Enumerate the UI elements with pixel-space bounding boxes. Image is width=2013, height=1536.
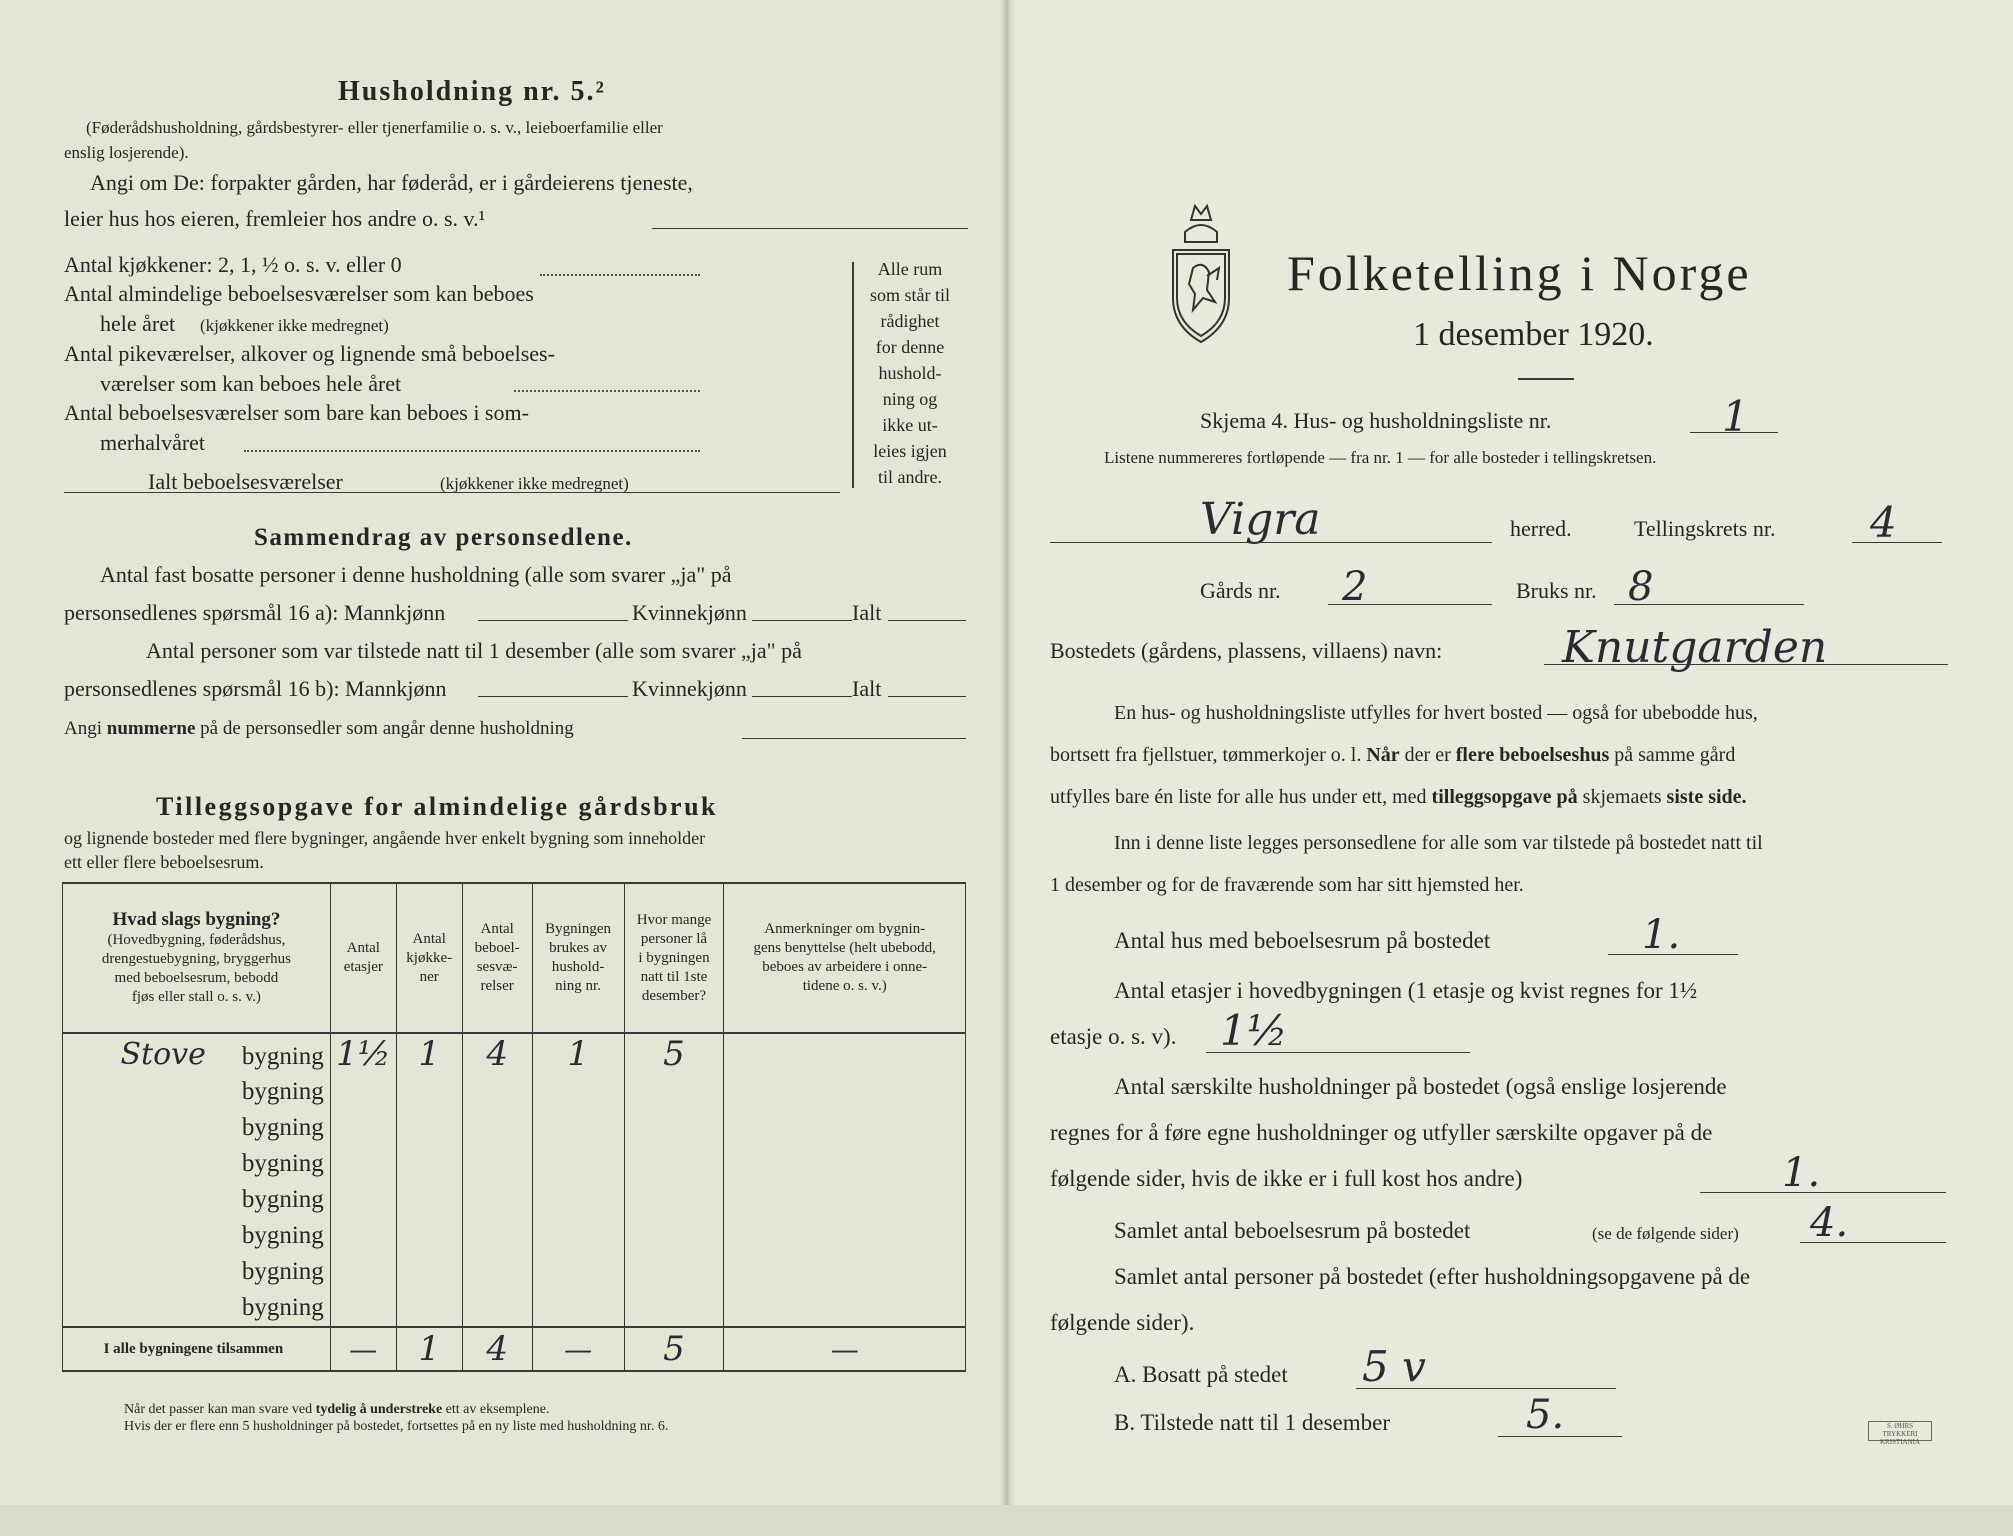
cell-personer bbox=[624, 1290, 724, 1327]
header-line: med beboelsesrum, bebodd bbox=[114, 969, 279, 986]
nummer-line bbox=[64, 718, 574, 740]
building-type-cell bbox=[63, 1110, 331, 1146]
coat-of-arms-icon bbox=[1163, 198, 1239, 348]
tillegg-title: Tilleggsopgave for almindelige gårdsbruk bbox=[156, 792, 719, 821]
header-line: hushold- bbox=[551, 959, 605, 975]
header-line: drengestuebygning, bryggerhus bbox=[101, 950, 291, 967]
brace-note-line: rådighet bbox=[880, 311, 940, 331]
header-line: beboes av arbeidere i onne- bbox=[762, 959, 928, 975]
total-husholdning: — bbox=[532, 1327, 624, 1371]
summary-title: Sammendrag av personsedlene. bbox=[254, 524, 633, 551]
printer-stamp: S. ØHRS TRYKKERI KRISTIANIA bbox=[1868, 1421, 1932, 1441]
tilstede-label: B. Tilstede natt til 1 desember bbox=[1114, 1410, 1390, 1435]
para1-l3-pre: utfylles bare én liste for alle hus under ett, med bbox=[1050, 786, 1427, 808]
rum-note: (se de følgende sider) bbox=[1592, 1224, 1739, 1243]
cell-etasjer: 1½ bbox=[330, 1033, 396, 1074]
gards-label: Gårds nr. bbox=[1200, 578, 1281, 603]
cell-kjokkener bbox=[396, 1110, 462, 1146]
building-type-cell bbox=[63, 1182, 331, 1218]
tilstede-mann-line bbox=[478, 696, 628, 697]
title-rule bbox=[1518, 378, 1574, 380]
header-kjokkener bbox=[396, 883, 462, 1033]
bosatt-label: A. Bosatt på stedet bbox=[1114, 1362, 1288, 1387]
building-label: bygning bbox=[241, 1150, 324, 1177]
cell-kjokkener: 1 bbox=[396, 1033, 462, 1074]
alm-line-2-note: (kjøkkener ikke medregnet) bbox=[200, 316, 389, 335]
pers-line-2: følgende sider). bbox=[1050, 1310, 1195, 1335]
cell-personer bbox=[624, 1254, 724, 1290]
skjema-label: Skjema 4. Hus- og husholdningsliste nr. bbox=[1200, 408, 1552, 433]
cell-etasjer bbox=[330, 1254, 396, 1290]
kjokkener-dots bbox=[540, 274, 700, 276]
brace-note-line: for denne bbox=[875, 337, 945, 357]
tilstede-line bbox=[1498, 1436, 1622, 1437]
sommer-line-2: merhalvåret bbox=[100, 430, 206, 455]
footnote-1-bold: tydelig å understreke bbox=[315, 1402, 443, 1417]
bosted-label: Bostedets (gårdens, plassens, villaens) navn: bbox=[1050, 638, 1443, 663]
sars-line-2: regnes for å føre egne husholdninger og utfyller særskilte opgaver på de bbox=[1050, 1120, 1713, 1145]
header-line: Antal bbox=[480, 921, 514, 937]
header-line: Anmerkninger om bygnin- bbox=[764, 921, 926, 937]
bosatt-line bbox=[1356, 1388, 1616, 1389]
skjema-value: 1 bbox=[1722, 392, 1749, 441]
tilstede-ialt-line bbox=[888, 696, 966, 697]
pike-dots bbox=[514, 390, 700, 392]
nummer-bold: nummerne bbox=[106, 718, 196, 739]
tillegg-line-2: ett eller flere beboelsesrum. bbox=[64, 852, 264, 872]
bruks-value: 8 bbox=[1628, 564, 1654, 610]
rum-label: Samlet antal beboelsesrum på bostedet bbox=[1114, 1218, 1471, 1243]
cell-personer bbox=[624, 1146, 724, 1182]
brace-note-line: ikke ut- bbox=[882, 415, 938, 435]
building-label: bygning bbox=[241, 1294, 324, 1321]
building-label: bygning bbox=[241, 1114, 324, 1141]
cell-anm bbox=[724, 1146, 966, 1182]
fast-ialt-label: Ialt bbox=[852, 600, 882, 625]
cell-personer bbox=[624, 1074, 724, 1110]
fast-kvinne-label: Kvinnekjønn bbox=[632, 600, 747, 625]
etasjer-line-2: etasje o. s. v). bbox=[1050, 1024, 1177, 1049]
pike-line-1: Antal pikeværelser, alkover og lignende små beboelses- bbox=[64, 341, 555, 366]
household-subtitle-2: enslig losjerende). bbox=[64, 143, 189, 162]
cell-kjokkener bbox=[396, 1146, 462, 1182]
tilstede-ialt-label: Ialt bbox=[852, 676, 882, 701]
household-subtitle-1: (Føderådshusholdning, gårdsbestyrer- eller tjenerfamilie o. s. v., leieboerfamilie eller bbox=[86, 118, 663, 137]
building-label: bygning bbox=[241, 1186, 324, 1213]
header-line: etasjer bbox=[343, 959, 383, 975]
cell-vaerelser bbox=[462, 1254, 532, 1290]
para1-l2-bold1: Når bbox=[1366, 744, 1400, 766]
building-type-cell bbox=[63, 1033, 331, 1074]
para1-l2-pre: bortsett fra fjellstuer, tømmerkojer o. l. bbox=[1050, 744, 1362, 766]
para1-line-1: En hus- og husholdningsliste utfylles for hvert bosted — også for ubebodde hus, bbox=[1114, 702, 1758, 724]
para2-line-1: Inn i denne liste legges personsedlene for alle som var tilstede på bostedet natt til bbox=[1114, 832, 1763, 854]
cell-vaerelser bbox=[462, 1182, 532, 1218]
cell-husholdning bbox=[532, 1254, 624, 1290]
building-label: bygning bbox=[241, 1258, 324, 1285]
table-row bbox=[63, 1146, 966, 1182]
angi-line-1: Angi om De: forpakter gården, har føderåd, er i gårdeierens tjeneste, bbox=[90, 170, 693, 195]
census-title: Folketelling i Norge bbox=[1287, 245, 1752, 301]
building-type-cell bbox=[63, 1146, 331, 1182]
brace-note-line: leies igjen bbox=[873, 441, 947, 461]
alm-line-2: hele året bbox=[100, 311, 176, 336]
cell-kjokkener bbox=[396, 1182, 462, 1218]
building-label: bygning bbox=[241, 1078, 324, 1105]
cell-etasjer bbox=[330, 1146, 396, 1182]
pers-line-1: Samlet antal personer på bostedet (efter husholdningsopgavene på de bbox=[1114, 1264, 1751, 1289]
header-line: (Hovedbygning, føderådshus, bbox=[107, 931, 286, 948]
sommer-line-1: Antal beboelsesværelser som bare kan beboes i som- bbox=[64, 400, 529, 425]
header-line: ner bbox=[419, 968, 439, 985]
tilstede-kvinne-line bbox=[752, 696, 852, 697]
building-type-cell bbox=[63, 1074, 331, 1110]
header-line: relser bbox=[480, 978, 514, 994]
rum-value: 4. bbox=[1810, 1200, 1849, 1246]
sars-line-1: Antal særskilte husholdninger på bostedet (også enslige losjerende bbox=[1114, 1074, 1727, 1099]
table-row bbox=[63, 1182, 966, 1218]
header-line: brukes av bbox=[549, 940, 608, 956]
cell-vaerelser bbox=[462, 1218, 532, 1254]
brace-note-line: ning og bbox=[882, 389, 938, 409]
cell-etasjer bbox=[330, 1290, 396, 1327]
building-table bbox=[62, 882, 966, 1372]
listene-note: Listene nummereres fortløpende — fra nr. 1 — for alle bosteder i tellingskretsen. bbox=[1104, 448, 1657, 467]
cell-anm bbox=[724, 1290, 966, 1327]
table-row bbox=[63, 1033, 966, 1074]
tillegg-line-1: og lignende bosteder med flere bygninger, angående hver enkelt bygning som inneholder bbox=[64, 828, 706, 848]
header-line: Antal bbox=[346, 940, 380, 956]
building-label: bygning bbox=[241, 1222, 324, 1249]
header-building-type-title: Hvad slags bygning? bbox=[112, 908, 281, 930]
brace-note-line: Alle rum bbox=[877, 259, 943, 279]
header-line: ning nr. bbox=[555, 978, 601, 994]
header-line: gens benyttelse (helt ubebodd, bbox=[753, 940, 936, 956]
total-etasjer: — bbox=[330, 1327, 396, 1371]
household-title: Husholdning nr. 5.² bbox=[338, 76, 606, 107]
herred-line bbox=[1050, 542, 1492, 543]
header-vaerelser bbox=[462, 883, 532, 1033]
header-line: fjøs eller stall o. s. v.) bbox=[131, 988, 261, 1005]
etasjer-line-1: Antal etasjer i hovedbygningen (1 etasje og kvist regnes for 1½ bbox=[1114, 978, 1698, 1003]
para2-line-2: 1 desember og for de fraværende som har sitt hjemsted her. bbox=[1050, 874, 1524, 896]
footnote-1-post: ett av eksemplene. bbox=[445, 1402, 550, 1417]
krets-label: Tellingskrets nr. bbox=[1634, 516, 1776, 541]
table-row bbox=[63, 1290, 966, 1327]
para1-line-3 bbox=[1050, 786, 1747, 809]
scan-bottom-edge bbox=[0, 1505, 2013, 1536]
bosted-value: Knutgarden bbox=[1562, 622, 1828, 673]
hus-value: 1. bbox=[1642, 912, 1681, 958]
table-row bbox=[63, 1074, 966, 1110]
building-type-cell bbox=[63, 1254, 331, 1290]
table-total-row bbox=[63, 1327, 966, 1371]
cell-husholdning bbox=[532, 1218, 624, 1254]
alm-line-1: Antal almindelige beboelsesværelser som kan beboes bbox=[64, 281, 534, 306]
header-line: tidene o. s. v.) bbox=[802, 978, 887, 994]
bruks-label: Bruks nr. bbox=[1516, 578, 1597, 603]
cell-anm bbox=[724, 1074, 966, 1110]
gards-line bbox=[1328, 604, 1492, 605]
cell-kjokkener bbox=[396, 1290, 462, 1327]
tilstede-line-2: personsedlenes spørsmål 16 b): Mannkjønn bbox=[64, 676, 447, 701]
header-etasjer bbox=[330, 883, 396, 1033]
brace-note-line: som står til bbox=[870, 285, 950, 305]
cell-husholdning bbox=[532, 1182, 624, 1218]
cell-husholdning: 1 bbox=[532, 1033, 624, 1074]
para1-l2-bold2: flere beboelseshus bbox=[1455, 744, 1610, 766]
cell-personer bbox=[624, 1110, 724, 1146]
brace-note-line: til andre. bbox=[878, 467, 942, 487]
nummer-answer-line bbox=[742, 738, 966, 739]
rooms-brace bbox=[838, 262, 854, 488]
footnote-1 bbox=[124, 1402, 549, 1418]
cell-husholdning bbox=[532, 1074, 624, 1110]
cell-personer: 5 bbox=[624, 1033, 724, 1074]
rum-line bbox=[1800, 1242, 1946, 1243]
fast-mann-line bbox=[478, 620, 628, 621]
header-line: desember? bbox=[641, 987, 707, 1004]
cell-husholdning bbox=[532, 1110, 624, 1146]
building-type-cell bbox=[63, 1290, 331, 1327]
footnote-1-pre: Når det passer kan man svare ved bbox=[124, 1402, 313, 1417]
para1-l3-mid: skjemaets bbox=[1582, 786, 1662, 808]
cell-vaerelser bbox=[462, 1110, 532, 1146]
tilstede-value: 5. bbox=[1526, 1392, 1565, 1438]
hus-label: Antal hus med beboelsesrum på bostedet bbox=[1114, 928, 1491, 953]
cell-etasjer bbox=[330, 1182, 396, 1218]
sars-line bbox=[1700, 1192, 1946, 1193]
cell-anm bbox=[724, 1110, 966, 1146]
header-line: Bygningen bbox=[545, 921, 611, 937]
page-fold bbox=[1001, 0, 1015, 1536]
brace-note-line: hushold- bbox=[878, 363, 942, 383]
tilstede-kvinne-label: Kvinnekjønn bbox=[632, 676, 747, 701]
cell-vaerelser bbox=[462, 1074, 532, 1110]
building-label: bygning bbox=[241, 1042, 324, 1070]
right-page bbox=[1008, 0, 2013, 1536]
hus-line bbox=[1608, 954, 1738, 955]
cell-anm bbox=[724, 1254, 966, 1290]
etasjer-line bbox=[1206, 1052, 1470, 1053]
skjema-line bbox=[1690, 432, 1778, 433]
cell-kjokkener bbox=[396, 1074, 462, 1110]
ialt-label: Ialt beboelsesværelser bbox=[148, 469, 343, 494]
para1-l3-bold1: tilleggsopgave på bbox=[1431, 786, 1578, 808]
header-line: sesvæ- bbox=[476, 959, 518, 975]
building-type-cell bbox=[63, 1218, 331, 1254]
fast-line-2: personsedlenes spørsmål 16 a): Mannkjønn bbox=[64, 600, 446, 625]
sars-line-3: følgende sider, hvis de ikke er i full kost hos andre) bbox=[1050, 1166, 1523, 1191]
header-line: natt til 1ste bbox=[640, 968, 708, 985]
bruks-line bbox=[1614, 604, 1804, 605]
angi-line-2: leier hus hos eieren, fremleier hos andre o. s. v.¹ bbox=[64, 206, 486, 231]
cell-anm bbox=[724, 1033, 966, 1074]
census-date: 1 desember 1920. bbox=[1413, 316, 1654, 353]
kjokkener-label: Antal kjøkkener: 2, 1, ½ o. s. v. eller 0 bbox=[64, 252, 402, 277]
tilstede-line-1: Antal personer som var tilstede natt til 1 desember (alle som svarer „ja" på bbox=[146, 638, 802, 663]
nummer-post: på de personsedler som angår denne husholdning bbox=[200, 718, 574, 739]
herred-value: Vigra bbox=[1200, 494, 1321, 545]
header-line: Hvor mange bbox=[636, 911, 712, 928]
brace-note bbox=[862, 256, 958, 490]
etasjer-value: 1½ bbox=[1220, 1006, 1288, 1055]
fast-line-1: Antal fast bosatte personer i denne husholdning (alle som svarer „ja" på bbox=[100, 562, 732, 587]
cell-husholdning bbox=[532, 1290, 624, 1327]
total-personer: 5 bbox=[624, 1327, 724, 1371]
cell-personer bbox=[624, 1182, 724, 1218]
ialt-note: (kjøkkener ikke medregnet) bbox=[440, 474, 629, 493]
cell-vaerelser bbox=[462, 1290, 532, 1327]
header-anmerkninger bbox=[724, 883, 966, 1033]
pike-line-2: værelser som kan beboes hele året bbox=[100, 371, 402, 396]
header-line: kjøkke- bbox=[406, 949, 453, 966]
para1-l3-bold2: siste side. bbox=[1666, 786, 1747, 808]
cell-kjokkener bbox=[396, 1218, 462, 1254]
cell-anm bbox=[724, 1218, 966, 1254]
table-row bbox=[63, 1254, 966, 1290]
header-line: Antal bbox=[412, 930, 446, 947]
header-line: i bygningen bbox=[638, 949, 710, 966]
cell-vaerelser: 4 bbox=[462, 1033, 532, 1074]
header-line: personer lå bbox=[640, 930, 708, 947]
cell-vaerelser bbox=[462, 1146, 532, 1182]
header-husholdning bbox=[532, 883, 624, 1033]
header-building-type bbox=[63, 883, 331, 1033]
cell-husholdning bbox=[532, 1146, 624, 1182]
footnote-2: Hvis der er flere enn 5 husholdninger på bostedet, fortsettes på en ny liste med husholdning nr. 6. bbox=[124, 1419, 669, 1434]
header-line: beboel- bbox=[474, 940, 520, 956]
cell-personer bbox=[624, 1218, 724, 1254]
sars-value: 1. bbox=[1782, 1150, 1821, 1196]
building-type-value: Stove bbox=[120, 1036, 206, 1072]
table-header-row bbox=[63, 883, 966, 1033]
total-label: I alle bygningene tilsammen bbox=[63, 1327, 331, 1371]
fast-ialt-line bbox=[888, 620, 966, 621]
total-anm: — bbox=[724, 1327, 966, 1371]
bosted-line bbox=[1544, 664, 1948, 665]
cell-etasjer bbox=[330, 1110, 396, 1146]
ialt-rule bbox=[64, 492, 840, 493]
para1-l2-mid: der er bbox=[1404, 744, 1451, 766]
herred-label: herred. bbox=[1510, 516, 1572, 541]
building-rows bbox=[63, 1033, 966, 1327]
para1-line-2 bbox=[1050, 744, 1735, 767]
nummer-pre: Angi bbox=[64, 718, 102, 739]
sommer-dots bbox=[244, 450, 700, 452]
para1-l2-post: på samme gård bbox=[1614, 744, 1736, 766]
bosatt-value: 5 v bbox=[1362, 1342, 1426, 1391]
angi-answer-line bbox=[652, 228, 968, 229]
krets-value: 4 bbox=[1870, 498, 1897, 547]
gards-value: 2 bbox=[1342, 564, 1368, 610]
total-kjokkener: 1 bbox=[396, 1327, 462, 1371]
total-vaerelser: 4 bbox=[462, 1327, 532, 1371]
table-row bbox=[63, 1110, 966, 1146]
cell-etasjer bbox=[330, 1074, 396, 1110]
cell-etasjer bbox=[330, 1218, 396, 1254]
cell-kjokkener bbox=[396, 1254, 462, 1290]
table-row bbox=[63, 1218, 966, 1254]
header-personer bbox=[624, 883, 724, 1033]
krets-line bbox=[1852, 542, 1942, 543]
cell-anm bbox=[724, 1182, 966, 1218]
fast-kvinne-line bbox=[752, 620, 852, 621]
